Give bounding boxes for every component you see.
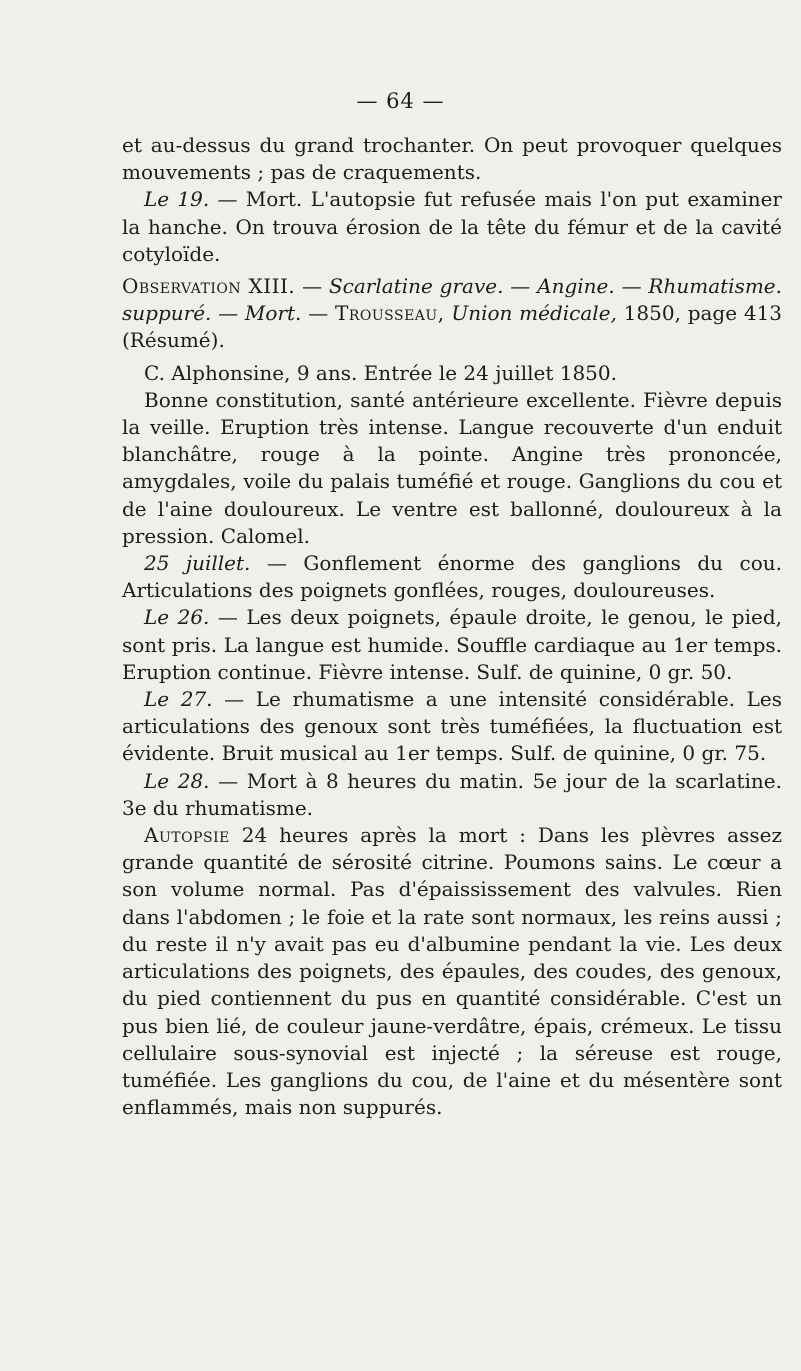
paragraph-day-27 [122,686,782,768]
body-text [122,132,782,1121]
separator: — [301,301,335,326]
paragraph-autopsy [122,822,782,1121]
paragraph-day-26 [122,604,782,686]
date-label: Le 28. [144,768,210,793]
page-number: — 64 — [356,89,445,113]
date-label: Le 19. [144,187,210,212]
paragraph-day-25 [122,550,782,604]
date-label: Le 27. [144,687,213,712]
paragraph-text: — Mort à 8 heures du matin. 5e jour de la scarlatine. 3e du rhumatisme. [122,768,782,820]
observation-label: Observation XIII. [122,274,296,299]
paragraph-patient: C. Alphonsine, 9 ans. Entrée le 24 juillet 1850. [144,360,617,385]
observation-title: Scarlatine grave. — Angine. — Rhumatisme. suppuré. — Mort. [122,274,782,326]
observation-author: Trousseau, [334,301,445,326]
paragraph-text: — Gonflement énorme des ganglions du cou. Articulations des poignets gonflées, rouges, douloureuses. [122,551,783,603]
separator: — [295,274,329,299]
autopsy-label: Autopsie [144,823,230,848]
date-label: Le 26. [144,605,210,630]
paragraph-text: — Les deux poignets, épaule droite, le genou, le pied, sont pris. La langue est humide. Souffle cardiaque au 1er temps. Eruption continue. Fièvre intense. Sulf. de quinine, 0 gr. 50. [122,605,782,684]
paragraph-day-19 [122,186,782,268]
paragraph-day-28 [122,768,782,822]
paragraph-continuation: et au-dessus du grand trochanter. On peut provoquer quelques mouvements ; pas de craquements. [122,133,782,185]
paragraph-text: 24 heures après la mort : Dans les plèvres assez grande quantité de sérosité citrine. Poumons sains. Le cœur a son volume normal. Pas d'épaississement des valvules. Rien dans l'abdomen ; le foie et la rate sont normaux, les reins aussi ; du reste il n'y avait pas eu d'albumine pendant la vie. Les deux articulations des poignets, des épaules, des coudes, des genoux, du pied contiennent du pus en quantité considérable. C'est un pus bien lié, de couleur jaune-verdâtre, épais, crémeux. Le tissu cellulaire sous-synovial est injecté ; la séreuse est rouge, tuméfiée. Les ganglions du cou, de l'aine et du mésentère sont enflammés, mais non suppurés. [122,823,782,1120]
observation-journal: Union médicale, [444,301,617,326]
paragraph-text: — Le rhumatisme a une intensité considérable. Les articulations des genoux sont très tuméfiées, la fluctuation est évidente. Bruit musical au 1er temps. Sulf. de quinine, 0 gr. 75. [122,687,783,766]
paragraph-history: Bonne constitution, santé antérieure excellente. Fièvre depuis la veille. Eruption très intense. Langue recouverte d'un enduit blanchâtre, rouge à la pointe. Angine très prononcée, amygdales, voile du palais tuméfié et rouge. Ganglions du cou et de l'aine douloureux. Le ventre est ballonné, douloureux à la pression. Calomel. [122,387,782,548]
paragraph-text: — Mort. L'autopsie fut refusée mais l'on put examiner la hanche. On trouva érosion de la tête du fémur et de la cavité cotyloïde. [122,187,782,266]
observation-reference: 1850, page 413 (Résumé). [122,301,783,353]
observation-heading [122,273,782,355]
date-label: 25 juillet. [144,551,251,576]
